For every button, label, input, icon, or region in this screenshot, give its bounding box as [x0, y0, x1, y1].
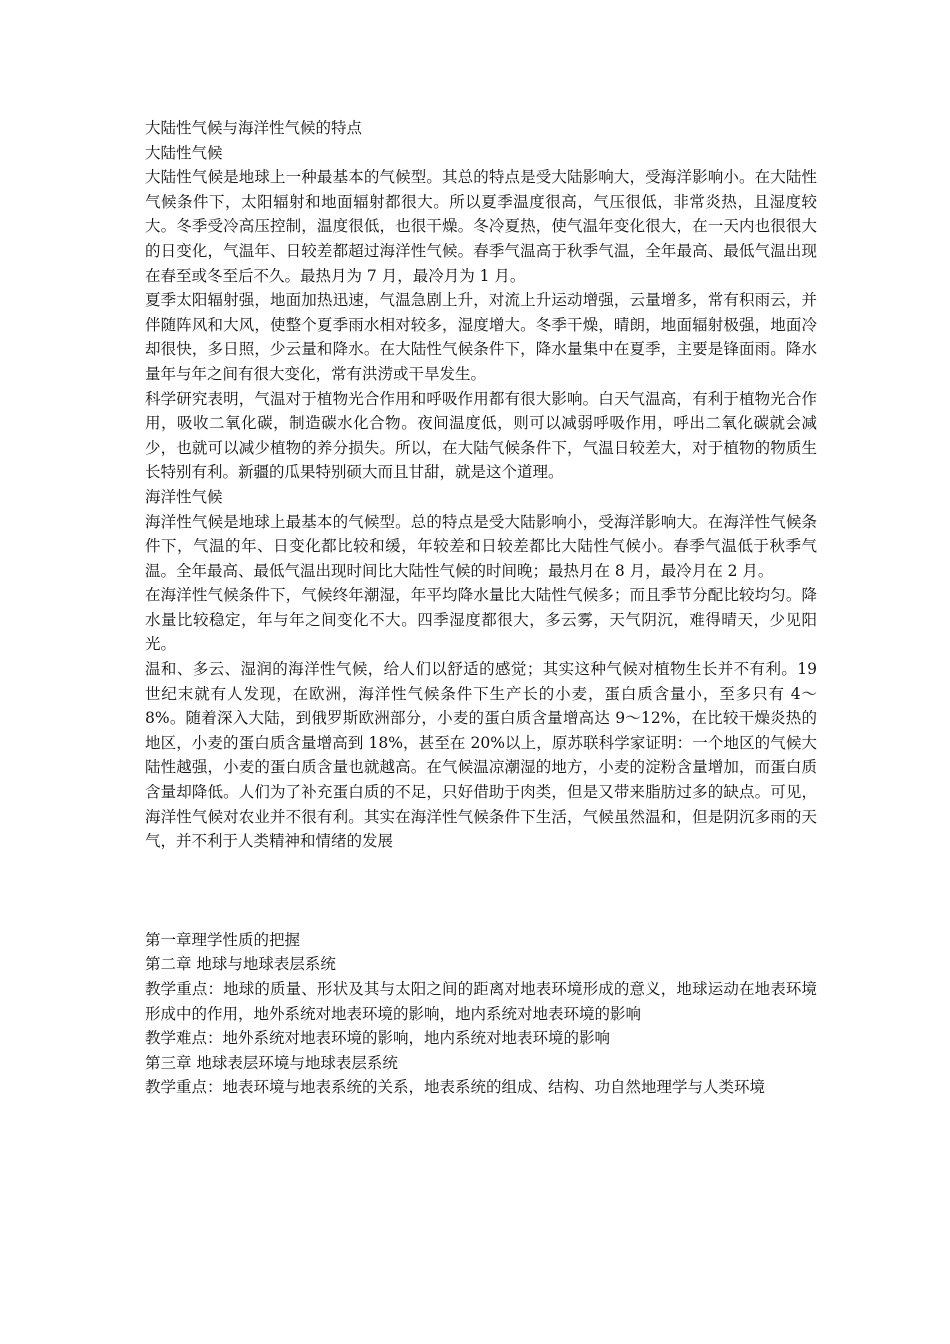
teaching-difficulties: 教学难点：地外系统对地表环境的影响，地内系统对地表环境的影响 — [145, 1029, 611, 1048]
section-heading-oceanic: 海洋性气候 — [145, 487, 223, 506]
paragraph: 海洋性气候是地球上最基本的气候型。总的特点是受大陆影响小，受海洋影响大。在海洋性气候条件下，气温的年、日变化都比较和缓，年较差和日较差都比大陆性气候小。春季气温低于秋季气温。全年最高、最低气温出现时间比大陆性气候的时间晚；最热月在 8 月，最冷月在 2 月。 — [145, 512, 817, 580]
chapter-heading: 第一章理学性质的把握 — [145, 930, 301, 949]
paragraph: 夏季太阳辐射强，地面加热迅速，气温急剧上升，对流上升运动增强，云量增多，常有积雨云，并伴随阵风和大风，使整个夏季雨水相对较多，湿度增大。冬季干燥，晴朗，地面辐射极强，地面冷却很快，多日照，少云量和降水。在大陆性气候条件下，降水量集中在夏季，主要是锋面雨。降水量年与年之间有很大变化，常有洪涝或干旱发生。 — [145, 291, 817, 383]
section-heading-continental: 大陆性气候 — [145, 143, 223, 162]
chapter-heading: 第三章 地球表层环境与地球表层系统 — [145, 1053, 398, 1072]
article-title: 大陆性气候与海洋性气候的特点 — [145, 119, 363, 137]
teaching-key-points: 教学重点：地球的质量、形状及其与太阳之间的距离对地表环境形成的意义，地球运动在地表环境形成中的作用，地外系统对地表环境的影响，地内系统对地表环境的影响 — [145, 980, 817, 1023]
chapter-heading: 第二章 地球与地球表层系统 — [145, 955, 336, 974]
document-page — [145, 116, 817, 1100]
paragraph: 温和、多云、湿润的海洋性气候，给人们以舒适的感觉；其实这种气候对植物生长并不有利。19 世纪末就有人发现，在欧洲，海洋性气候条件下生产长的小麦，蛋白质含量小，至多只有 4～8%。随着深入大陆，到俄罗斯欧洲部分，小麦的蛋白质含量增高达 9～12%，在比较干燥炎热的地区，小麦的蛋白质含量增高到 18%，甚至在 20%以上，原苏联科学家证明：一个地区的气候大陆性越强，小麦的蛋白质含量也就越高。在气候温凉潮湿的地方，小麦的淀粉含量增加，而蛋白质含量却降低。人们为了补充蛋白质的不足，只好借助于肉类，但是又带来脂肪过多的缺点。可见，海洋性气候对农业并不很有利。其实在海洋性气候条件下生活，气候虽然温和，但是阴沉多雨的天气，并不利于人类精神和情绪的发展 — [145, 660, 817, 851]
teaching-key-points: 教学重点：地表环境与地表系统的关系，地表系统的组成、结构、功自然地理学与人类环境 — [145, 1078, 766, 1097]
paragraph: 在海洋性气候条件下，气候终年潮湿，年平均降水量比大陆性气候多；而且季节分配比较均匀。降水量比较稳定，年与年之间变化不大。四季湿度都很大，多云雾，天气阴沉，难得晴天，少见阳光。 — [145, 586, 817, 654]
paragraph: 科学研究表明，气温对于植物光合作用和呼吸作用都有很大影响。白天气温高，有利于植物光合作用，吸收二氧化碳，制造碳水化合物。夜间温度低，则可以减弱呼吸作用，呼出二氧化碳就会减少，也就可以减少植物的养分损失。所以，在大陆气候条件下，气温日较差大，对于植物的物质生长特别有利。新疆的瓜果特别硕大而且甘甜，就是这个道理。 — [145, 389, 817, 482]
paragraph: 大陆性气候是地球上一种最基本的气候型。其总的特点是受大陆影响大，受海洋影响小。在大陆性气候条件下，太阳辐射和地面辐射都很大。所以夏季温度很高，气压很低，非常炎热，且湿度较大。冬季受冷高压控制，温度很低，也很干燥。冬冷夏热，使气温年变化很大，在一天内也很很大的日变化，气温年、日较差都超过海洋性气候。春季气温高于秋季气温，全年最高、最低气温出现在春至或冬至后不久。最热月为 7 月，最冷月为 1 月。 — [145, 168, 817, 285]
section-spacer — [145, 854, 817, 928]
